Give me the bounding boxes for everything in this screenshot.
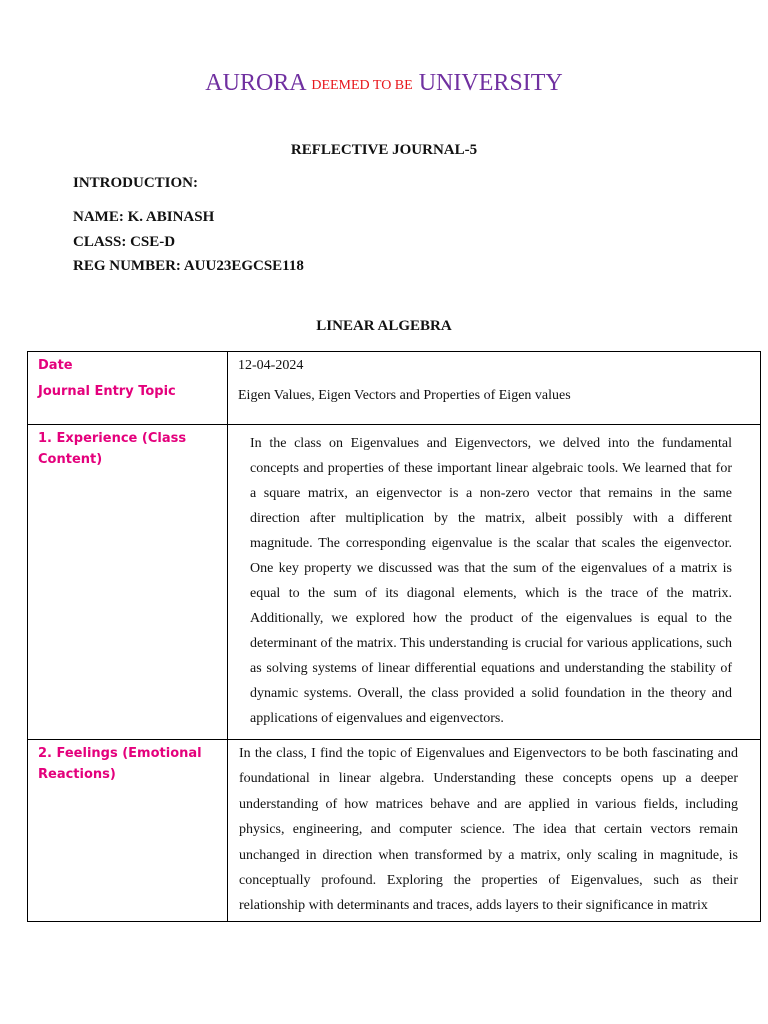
date-label: Date bbox=[38, 358, 73, 373]
experience-label: 1. Experience (Class Content) bbox=[28, 425, 228, 740]
table-row bbox=[28, 352, 761, 425]
university-deemed-text: DEEMED TO BE bbox=[311, 78, 413, 93]
table-row bbox=[28, 740, 761, 922]
introduction-heading: INTRODUCTION: bbox=[73, 175, 199, 191]
university-name-part2: UNIVERSITY bbox=[418, 70, 563, 96]
university-name-part1: AURORA bbox=[205, 70, 306, 96]
feelings-label: 2. Feelings (Emotional Reactions) bbox=[28, 740, 228, 922]
student-class: CLASS: CSE-D bbox=[73, 234, 176, 250]
student-reg-number: REG NUMBER: AUU23EGCSE118 bbox=[73, 258, 304, 274]
journal-table bbox=[27, 351, 761, 922]
label-cell bbox=[28, 352, 228, 425]
date-value: 12-04-2024 bbox=[238, 358, 304, 373]
journal-title: REFLECTIVE JOURNAL-5 bbox=[290, 142, 478, 158]
topic-value: Eigen Values, Eigen Vectors and Properties of Eigen values bbox=[238, 388, 571, 403]
table-row bbox=[28, 425, 761, 740]
experience-text: In the class on Eigenvalues and Eigenvectors, we delved into the fundamental concepts and properties of these important linear algebraic tools. We learned that for a square matrix, an eigenvector is a non-zero vector that remains in the same direction after multiplication by the matrix, albeit possibly with a different magnitude. The corresponding eigenvalue is the scalar that scales the eigenvector. One key property we discussed was that the sum of the eigenvalues of a matrix is equal to the sum of its diagonal elements, which is the trace of the matrix. Additionally, we explored how the product of the eigenvalues is equal to the determinant of the matrix. This understanding is crucial for various applications, such as solving systems of linear differential equations and understanding the stability of dynamic systems. Overall, the class provided a solid foundation in the theory and applications of eigenvalues and eigenvectors. bbox=[228, 425, 761, 740]
feelings-text: In the class, I find the topic of Eigenvalues and Eigenvectors to be both fascinating and foundational in linear algebra. Understanding these concepts opens up a deeper understanding of how matrices behave and are applied in various fields, including physics, engineering, and computer science. The idea that certain vectors remain unchanged in direction when transformed by a matrix, only scaling in magnitude, is conceptually profound. Exploring the properties of Eigenvalues, such as their relationship with determinants and traces, adds layers to their significance in matrix bbox=[228, 740, 761, 922]
topic-label: Journal Entry Topic bbox=[38, 384, 176, 399]
university-title bbox=[0, 68, 768, 101]
student-name: NAME: K. ABINASH bbox=[73, 209, 215, 225]
section-title: LINEAR ALGEBRA bbox=[316, 318, 452, 334]
value-cell bbox=[228, 352, 761, 425]
